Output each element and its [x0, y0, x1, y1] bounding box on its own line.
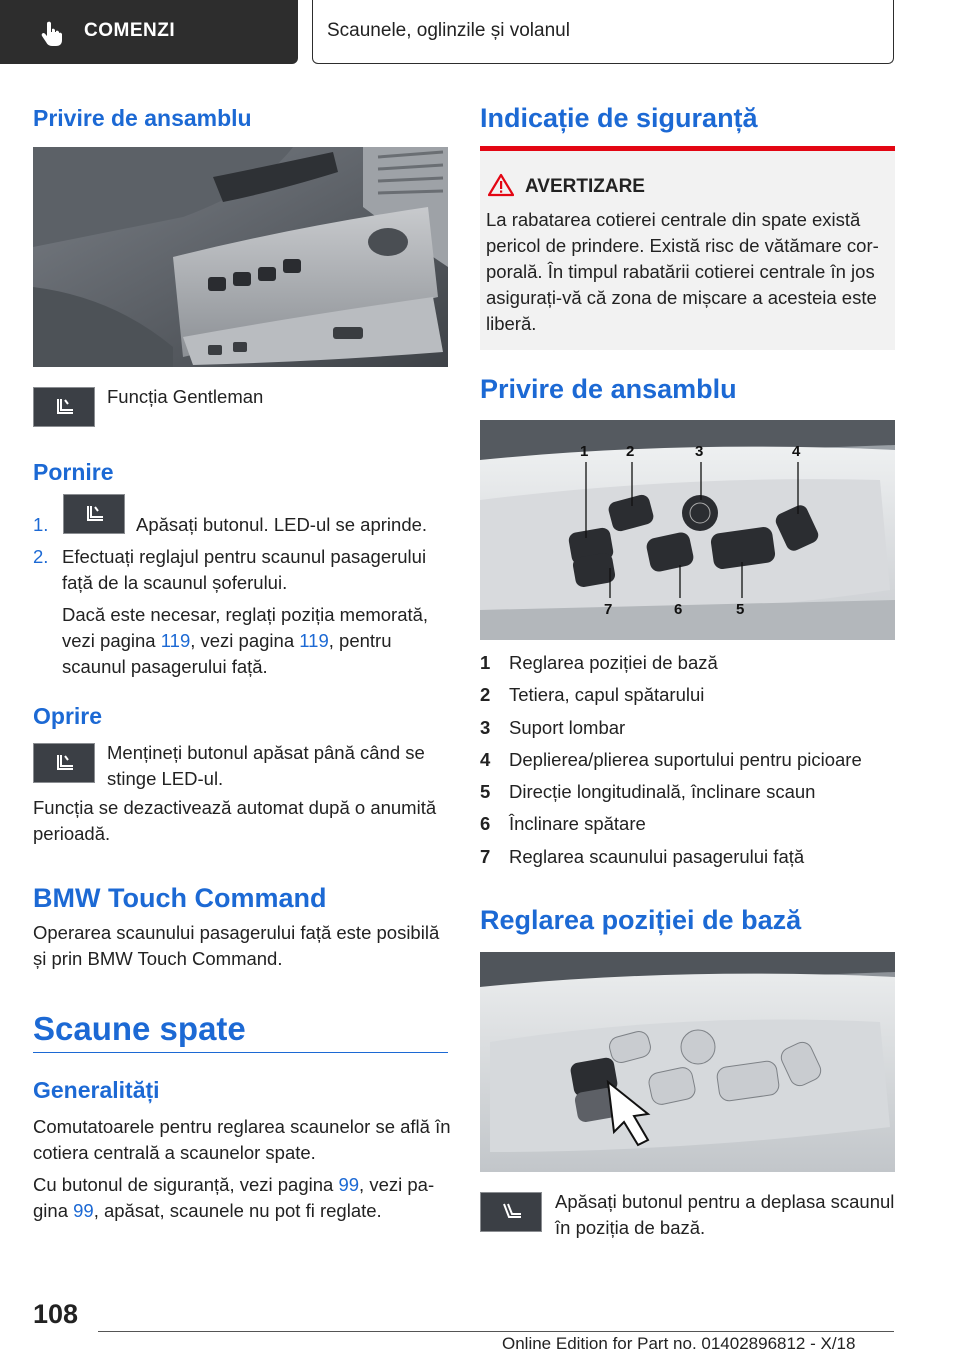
safety-button-text [33, 1172, 453, 1224]
item-text: Direcție longitudinală, înclinare scaun [509, 781, 816, 803]
step2-text: Efectuați reglajul pentru scaunul pasagerului față de la scaunul șoferului. [62, 546, 427, 593]
item-number: 5 [480, 781, 491, 803]
rear-seats-rule [33, 1052, 448, 1053]
callout-7: 7 [604, 601, 613, 618]
warning-title: AVERTIZARE [525, 176, 645, 197]
overview-heading-left: Privire de ansamblu [33, 105, 252, 131]
basepos-button-image [480, 1192, 542, 1232]
gentleman-caption: Funcția Gentleman [107, 386, 264, 407]
callout-labels [480, 420, 895, 640]
general-text: Comutatoarele pentru reglarea scaunelor se află în cotiera centrală a scaunelor spate. [33, 1116, 451, 1163]
list-item [480, 684, 900, 716]
door-panel-photo [33, 147, 448, 367]
edition-text: Online Edition for Part no. 01402896812 - X/18 [502, 1334, 856, 1353]
item-text: Deplierea/plierea suportului pentru picioare [509, 748, 862, 770]
page-link-99a[interactable]: 99 [338, 1174, 360, 1195]
seat-icon [83, 503, 107, 527]
callout-5: 5 [736, 601, 745, 618]
basepos-photo [480, 952, 895, 1172]
callout-2: 2 [626, 443, 635, 460]
overview-heading-right: Privire de ansamblu [480, 374, 737, 404]
rear-seats-heading: Scaune spate [33, 1010, 246, 1047]
hand-pointer-icon [40, 20, 64, 46]
gentleman-button-image [33, 387, 95, 427]
callout-3: 3 [695, 443, 704, 460]
item-text: Suport lombar [509, 716, 626, 738]
item-number: 4 [480, 748, 491, 770]
list-item [480, 813, 900, 845]
page-link-119a[interactable]: 119 [160, 630, 191, 651]
item-number: 6 [480, 813, 491, 835]
step1-button-image [63, 494, 125, 534]
start-heading: Pornire [33, 459, 114, 485]
step2-sub-a: Dacă este necesar, reglați poziția memorată, vezi pagina [62, 604, 429, 651]
stop-auto-text: Funcția se dezactivează automat după o anumită perioadă. [33, 797, 437, 844]
seat-recline-icon [500, 1201, 524, 1225]
step2-sub-b: , vezi pagina [190, 630, 300, 651]
touch-command-heading: BMW Touch Command [33, 883, 327, 913]
callout-4: 4 [792, 443, 801, 460]
item-text: Tetiera, capul spătarului [509, 684, 705, 706]
stop-button-image [33, 743, 95, 783]
step2-subtext [62, 602, 448, 680]
warning-box [480, 146, 895, 350]
callout-6: 6 [674, 601, 683, 618]
list-item [480, 652, 900, 684]
general-heading: Generalități [33, 1077, 160, 1103]
item-number: 2 [480, 684, 491, 706]
section-title: Scaunele, oglinzile și volanul [327, 20, 570, 41]
page-link-119b[interactable]: 119 [299, 630, 329, 651]
item-text: Reglarea poziției de bază [509, 652, 718, 673]
page-link-99b[interactable]: 99 [73, 1200, 94, 1221]
list-item [480, 781, 900, 813]
stop-text: Mențineți butonul apăsat până când se stinge LED-ul. [107, 742, 425, 789]
seat-icon [53, 752, 77, 776]
stop-heading: Oprire [33, 703, 103, 729]
item-number: 1 [480, 652, 491, 673]
list-item [480, 749, 900, 781]
touch-command-text: Operarea scaunului pasagerului față este posibilă și prin BMW Touch Command. [33, 922, 440, 969]
chapter-tab-label: COMENZI [84, 20, 176, 41]
door-panel-illustration [33, 147, 448, 367]
step1-number: 1. [33, 514, 49, 535]
basepos-text: Apăsați butonul pentru a deplasa scaunul în poziția de bază. [555, 1191, 895, 1238]
step2-number: 2. [33, 546, 49, 567]
safety-a: Cu butonul de siguranță, vezi pagina [33, 1174, 339, 1195]
callout-1: 1 [580, 443, 589, 460]
safety-heading: Indicație de siguranță [480, 103, 758, 133]
list-item [480, 846, 900, 878]
warning-triangle-icon [488, 173, 514, 197]
safety-b: , vezi pagina [33, 1174, 435, 1221]
basepos-heading: Reglarea poziției de bază [480, 905, 802, 935]
basepos-illustration [480, 952, 895, 1172]
chapter-tab[interactable] [0, 0, 298, 64]
seat-controls-photo [480, 420, 895, 640]
item-number: 7 [480, 845, 491, 867]
safety-c: , apăsat, scaunele nu pot fi reglate. [93, 1200, 382, 1221]
callout-legend-list [480, 652, 900, 878]
section-title-box [312, 0, 894, 64]
seat-icon [53, 396, 77, 420]
item-number: 3 [480, 716, 491, 738]
item-text: Înclinare spătare [509, 813, 646, 835]
page-number: 108 [33, 1299, 79, 1329]
footer-rule [98, 1331, 894, 1332]
item-text: Reglarea scaunului pasagerului față [509, 845, 805, 867]
step2-sub-c: , pentru scaunul pasagerului față. [62, 630, 392, 677]
step1-text: Apăsați butonul. LED-ul se aprinde. [136, 514, 428, 535]
warning-text: La rabatarea cotierei centrale din spate există pericol de prindere. Există risc de vătămare corporală. În timpul rabatării cotierei centrale în jos asigurați-vă că zona de mișcare a acesteia este liberă. [486, 209, 879, 334]
list-item [480, 717, 900, 749]
